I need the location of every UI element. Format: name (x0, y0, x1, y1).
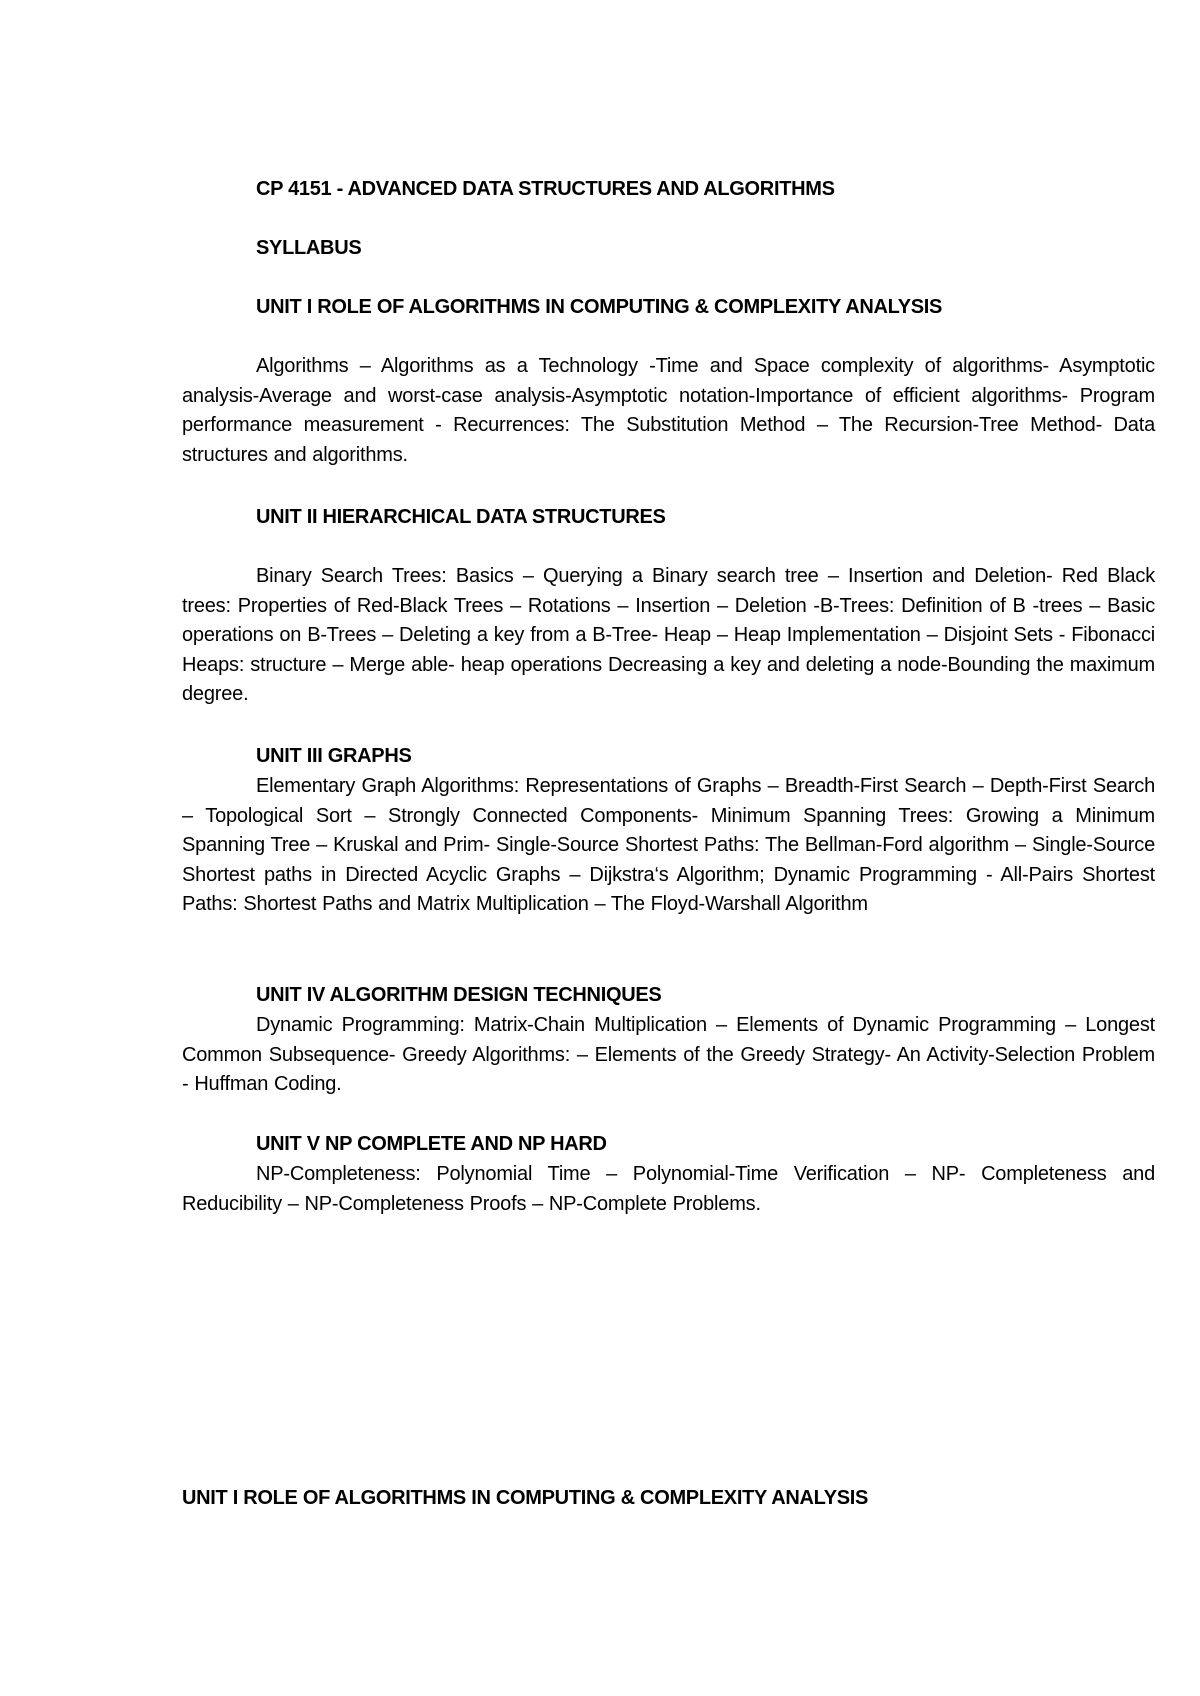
next-section-heading: UNIT I ROLE OF ALGORITHMS IN COMPUTING & COMPLEXITY ANALYSIS (182, 1487, 869, 1509)
unit-5-heading: UNIT V NP COMPLETE AND NP HARD (256, 1133, 607, 1155)
unit-2-body: Binary Search Trees: Basics – Querying a Binary search tree – Insertion and Deletion- Red Black trees: Properties of Red-Black Trees – Rotations – Insertion – Deletion -B-Trees: Definition of B -trees – Basic operations on B-Trees – Deleting a key from a B-Tree- Heap – Heap Implementation – Disjoint Sets - Fibonacci Heaps: structure – Merge able- heap operations Decreasing a key and deleting a node-Bounding the maximum degree. (182, 565, 1155, 705)
unit-1-heading: UNIT I ROLE OF ALGORITHMS IN COMPUTING & COMPLEXITY ANALYSIS (256, 296, 943, 318)
unit-2-heading: UNIT II HIERARCHICAL DATA STRUCTURES (256, 506, 666, 528)
unit-4-body: Dynamic Programming: Matrix-Chain Multiplication – Elements of Dynamic Programming – Longest Common Subsequence- Greedy Algorithms: – Elements of the Greedy Strategy- An Activity-Selection Problem - Huffman Coding. (182, 1014, 1155, 1095)
syllabus-heading: SYLLABUS (256, 237, 362, 259)
unit-1-body: Algorithms – Algorithms as a Technology -Time and Space complexity of algorithms- Asymptotic analysis-Average and worst-case analysis-Asymptotic notation-Importance of efficient algorithms- Program performance measurement - Recurrences: The Substitution Method – The Recursion-Tree Method- Data structures and algorithms. (182, 355, 1155, 466)
unit-3-body: Elementary Graph Algorithms: Representations of Graphs – Breadth-First Search – Depth-First Search – Topological Sort – Strongly Connected Components- Minimum Spanning Trees: Growing a Minimum Spanning Tree – Kruskal and Prim- Single-Source Shortest Paths: The Bellman-Ford algorithm – Single-Source Shortest paths in Directed Acyclic Graphs – Dijkstra‘s Algorithm; Dynamic Programming - All-Pairs Shortest Paths: Shortest Paths and Matrix Multiplication – The Floyd-Warshall Algorithm (182, 775, 1155, 915)
unit-5-body: NP-Completeness: Polynomial Time – Polynomial-Time Verification – NP- Completeness and Reducibility – NP-Completeness Proofs – NP-Complete Problems. (182, 1163, 1155, 1215)
course-title: CP 4151 - ADVANCED DATA STRUCTURES AND ALGORITHMS (256, 178, 835, 200)
unit-3-heading: UNIT III GRAPHS (256, 745, 412, 767)
unit-4-heading: UNIT IV ALGORITHM DESIGN TECHNIQUES (256, 984, 662, 1006)
